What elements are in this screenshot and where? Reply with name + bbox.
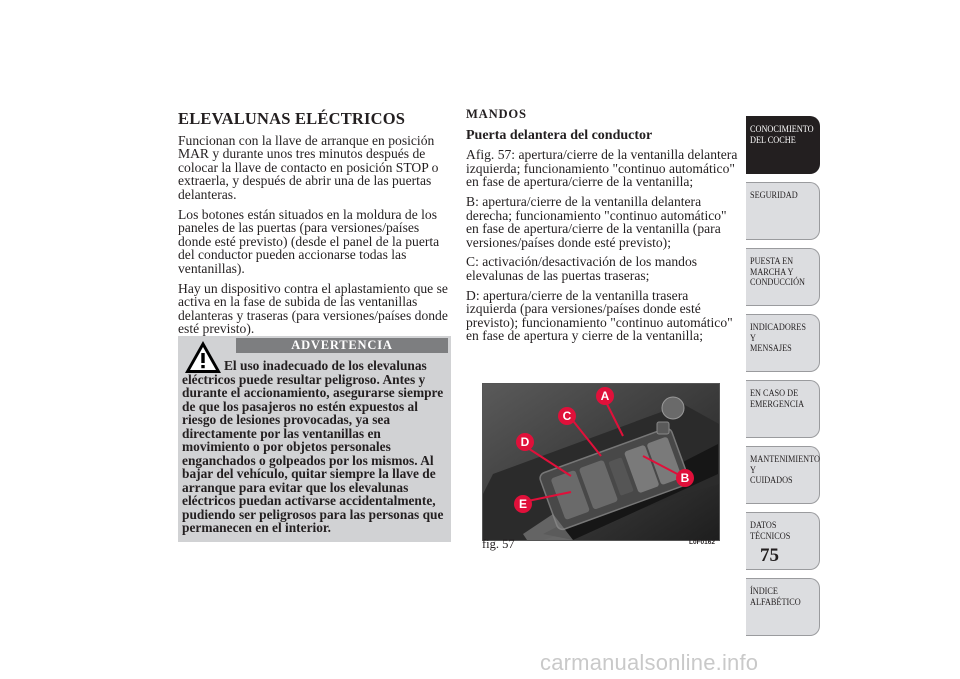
chapter-tab-5[interactable] xyxy=(746,446,820,504)
chapter-tab-4[interactable] xyxy=(746,380,820,438)
page-number: 75 xyxy=(760,545,779,566)
warning-box xyxy=(178,336,451,542)
item-a: Afig. 57: apertura/cierre de la ventanilla delantera izquierda; funcionamiento "continuo automático" en fase de apertura/cierre de la ventanilla; xyxy=(466,147,738,190)
chapter-tab-label: CONOCIMIENTO DEL COCHE xyxy=(750,124,814,146)
watermark: carmanualsonline.info xyxy=(540,650,759,675)
section-title: ELEVALUNAS ELÉCTRICOS xyxy=(178,109,406,128)
paragraph-2: Los botones están situados en la moldura de los paneles de las puertas (para versiones/países donde esté previsto) (desde el panel de la puerta del conductor pueden accionarse todas las ventanillas). xyxy=(178,206,440,276)
chapter-tab-label: SEGURIDAD xyxy=(750,190,798,201)
chapter-tab-label: EN CASO DE EMERGENCIA xyxy=(750,388,805,410)
switch-panel-illustration xyxy=(483,384,719,540)
driver-door-subheading: Puerta delantera del conductor xyxy=(466,127,653,143)
label-a: A xyxy=(600,389,610,403)
chapter-tab-label: PUESTA EN MARCHA Y CONDUCCIÓN xyxy=(750,256,806,288)
chapter-tab-label: MANTENIMIENTO Y CUIDADOS xyxy=(750,454,820,486)
paragraph-1: Funcionan con la llave de arranque en posición MAR y durante unos tres minutos después de colocar la llave de contacto en posición STOP o extraerla, y después de abrir una de las puertas delanteras. xyxy=(178,132,439,202)
label-e: E xyxy=(518,497,528,511)
item-c: C: activación/desactivación de los mandos elevalunas de las puertas traseras; xyxy=(466,254,698,283)
right-column xyxy=(466,108,742,349)
chapter-tab-7[interactable] xyxy=(746,578,820,636)
controls-heading: MANDOS xyxy=(466,107,527,121)
warning-title: ADVERTENCIA xyxy=(236,338,448,353)
label-b: B xyxy=(680,471,690,485)
item-b: B: apertura/cierre de la ventanilla delantera derecha; funcionamiento "continuo automático" en fase de apertura/cierre de la ventanilla (para versiones/países donde esté previsto); xyxy=(466,193,727,250)
chapter-tabs xyxy=(746,116,820,644)
left-column xyxy=(178,108,452,342)
chapter-tab-label: INDICADORES Y MENSAJES xyxy=(750,322,806,354)
chapter-tab-1[interactable] xyxy=(746,182,820,240)
chapter-tab-label: ÍNDICE ALFABÉTICO xyxy=(750,586,801,608)
figure-code: L0F0162 xyxy=(689,539,716,546)
label-c: C xyxy=(562,409,572,423)
label-d: D xyxy=(520,435,530,449)
chapter-tab-6[interactable] xyxy=(746,512,820,570)
chapter-tab-3[interactable] xyxy=(746,314,820,372)
paragraph-3: Hay un dispositivo contra el aplastamiento que se activa en la fase de subida de las ventanillas delanteras y traseras (para versiones/países donde esté previsto). xyxy=(178,280,448,337)
chapter-tab-2[interactable] xyxy=(746,248,820,306)
figure-caption: fig. 57 xyxy=(482,537,515,551)
item-d: D: apertura/cierre de la ventanilla trasera izquierda (para versiones/países donde esté previsto); funcionamiento "continuo automático" en fase de apertura y cierre de la ventanilla; xyxy=(466,287,733,344)
chapter-tab-0[interactable] xyxy=(746,116,820,174)
window-switch-photo xyxy=(482,383,720,541)
chapter-tab-label: DATOS TÉCNICOS xyxy=(750,520,791,542)
warning-text: El uso inadecuado de los elevalunas eléctricos puede resultar peligroso. Antes y durante el accionamiento, asegurarse siempre de que los pasajeros no estén expuestos al riesgo de lesiones provocadas, ya sea directamente por las ventanillas en movimiento o por objetos personales enganchados o golpeados por los mismos. Al bajar del vehículo, quitar siempre la llave de arranque para evitar que los elevalunas eléctricos puedan activarse accidentalmente, pudiendo ser peligrosos para las personas que permanecen en el interior. xyxy=(182,358,444,535)
